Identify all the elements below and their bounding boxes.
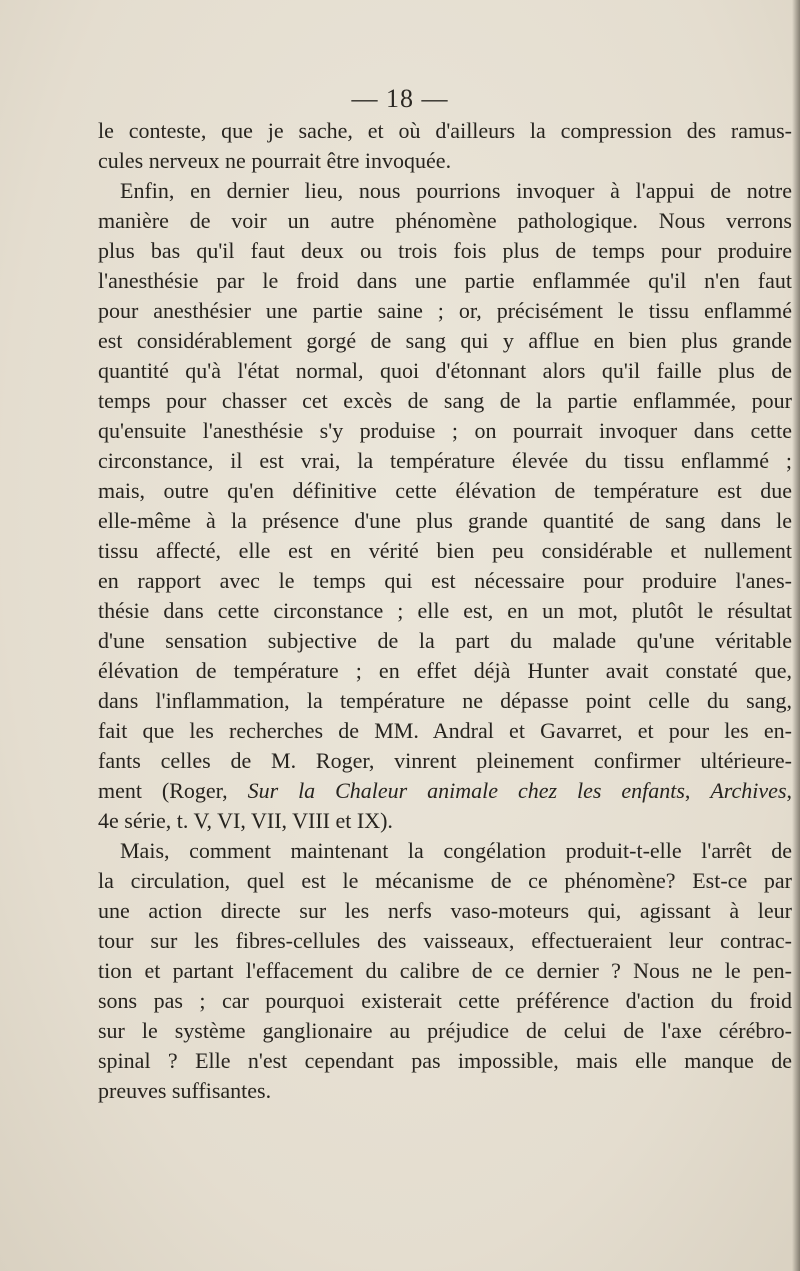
body-text xyxy=(98,116,792,1106)
text-line: est considérablement gorgé de sang qui y afflue en bien plus grande xyxy=(98,328,792,353)
text-line: d'une sensation subjective de la part du malade qu'une véritable xyxy=(98,628,792,653)
text-line: quantité qu'à l'état normal, quoi d'étonnant alors qu'il faille plus de xyxy=(98,358,792,383)
text-line: plus bas qu'il faut deux ou trois fois plus de temps pour produire xyxy=(98,238,792,263)
text-line: mais, outre qu'en définitive cette élévation de température est due xyxy=(98,478,792,503)
page-number: — 18 — xyxy=(351,84,449,113)
text-line: tissu affecté, elle est en vérité bien peu considérable et nullement xyxy=(98,538,792,563)
text-line: une action directe sur les nerfs vaso-moteurs qui, agissant à leur xyxy=(98,898,792,923)
text-line: temps pour chasser cet excès de sang de la partie enflammée, pour xyxy=(98,388,792,413)
text-line: cules nerveux ne pourrait être invoquée. xyxy=(98,148,452,173)
text-line: fait que les recherches de MM. Andral et Gavarret, et pour les en- xyxy=(98,718,792,743)
text-line: fants celles de M. Roger, vinrent pleinement confirmer ultérieure- xyxy=(98,748,792,773)
text-line: dans l'inflammation, la température ne dépasse point celle du sang, xyxy=(98,688,792,713)
text-line: preuves suffisantes. xyxy=(98,1078,272,1103)
text-line: thésie dans cette circonstance ; elle est, en un mot, plutôt le résultat xyxy=(98,598,792,623)
text-line: sur le système ganglionaire au préjudice de celui de l'axe cérébro- xyxy=(98,1018,792,1043)
page-edge-shadow xyxy=(792,0,800,1271)
text-line: manière de voir un autre phénomène pathologique. Nous verrons xyxy=(98,208,792,233)
text-line: la circulation, quel est le mécanisme de ce phénomène? Est-ce par xyxy=(98,868,792,893)
text-line: tion et partant l'effacement du calibre de ce dernier ? Nous ne le pen- xyxy=(98,958,792,983)
text-line: qu'ensuite l'anesthésie s'y produise ; on pourrait invoquer dans cette xyxy=(98,418,792,443)
text-line: elle-même à la présence d'une plus grande quantité de sang dans le xyxy=(98,508,792,533)
text-line: spinal ? Elle n'est cependant pas impossible, mais elle manque de xyxy=(98,1048,792,1073)
text-line: sons pas ; car pourquoi existerait cette préférence d'action du froid xyxy=(98,988,792,1013)
text-line: en rapport avec le temps qui est nécessaire pour produire l'anes- xyxy=(98,568,792,593)
text-line: élévation de température ; en effet déjà Hunter avait constaté que, xyxy=(98,658,792,683)
text-line: Mais, comment maintenant la congélation produit-t-elle l'arrêt de xyxy=(120,838,792,863)
text-line-with-citation: ment (Roger, Sur la Chaleur animale chez les enfants, Archives, xyxy=(98,778,792,803)
text-line: circonstance, il est vrai, la température élevée du tissu enflammé ; xyxy=(98,448,792,473)
text-line: tour sur les fibres-cellules des vaisseaux, effectueraient leur contrac- xyxy=(98,928,792,953)
text-line: pour anesthésier une partie saine ; or, précisément le tissu enflammé xyxy=(98,298,792,323)
text-line: l'anesthésie par le froid dans une partie enflammée qu'il n'en faut xyxy=(98,268,792,293)
text-line: Enfin, en dernier lieu, nous pourrions invoquer à l'appui de notre xyxy=(120,178,792,203)
text-line: 4e série, t. V, VI, VII, VIII et IX). xyxy=(98,808,393,833)
text-line: le conteste, que je sache, et où d'ailleurs la compression des ramus- xyxy=(98,118,792,143)
